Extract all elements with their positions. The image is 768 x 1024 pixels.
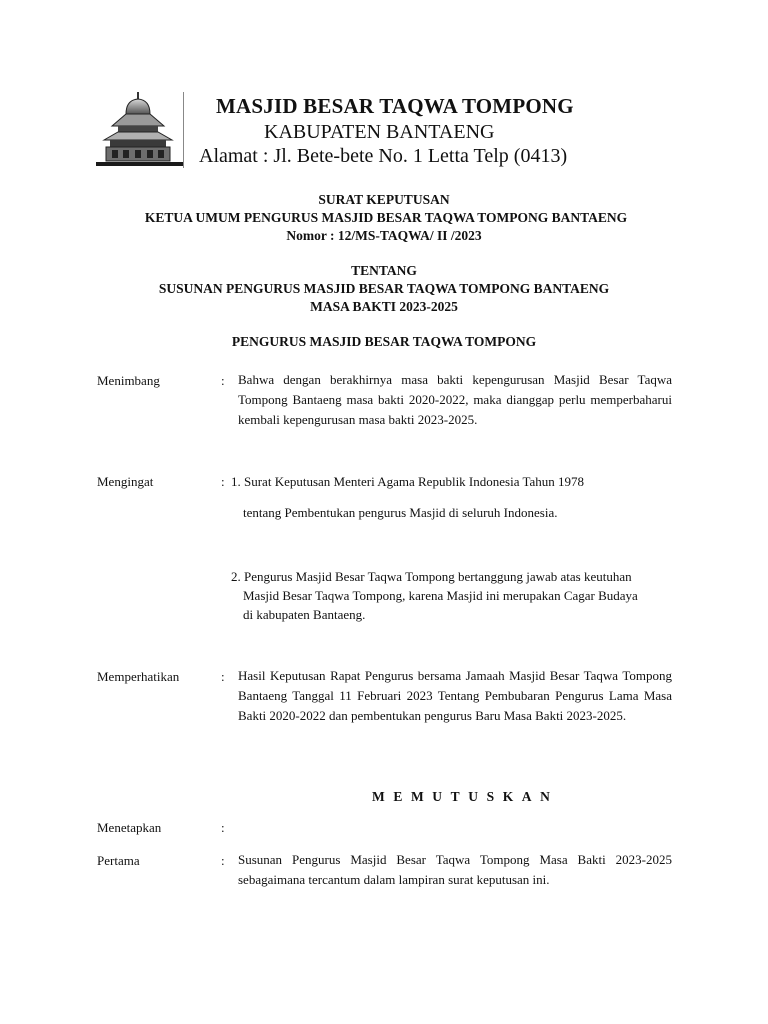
org-address: Alamat : Jl. Bete-bete No. 1 Letta Telp (0413) bbox=[199, 145, 568, 167]
pertama-label: Pertama bbox=[97, 853, 140, 868]
menimbang-label: Menimbang bbox=[97, 373, 160, 388]
mengingat-item2-line3: di kabupaten Bantaeng. bbox=[243, 607, 366, 622]
body-heading: PENGURUS MASJID BESAR TAQWA TOMPONG bbox=[231, 334, 537, 349]
about-heading: TENTANG bbox=[351, 263, 417, 278]
memperhatikan-label: Memperhatikan bbox=[97, 669, 180, 684]
decree-type: SURAT KEPUTUSAN bbox=[318, 192, 450, 207]
letterhead-divider bbox=[183, 92, 184, 168]
mengingat-item2-line1: 2. Pengurus Masjid Besar Taqwa Tompong bertanggung jawab atas keutuhan bbox=[231, 569, 632, 584]
memperhatikan-text: Hasil Keputusan Rapat Pengurus bersama Jamaah Masjid Besar Taqwa Tompong Bantaeng Tanggal 11 Februari 2023 Tentang Pembubaran Pengurus Lama Masa Bakti 2020-2022 dan pembentukan pengurus Baru Masa Bakti 2023-2025. bbox=[238, 668, 672, 723]
pertama-text: Susunan Pengurus Masjid Besar Taqwa Tompong Masa Bakti 2023-2025 sebagaimana tercantum dalam lampiran surat keputusan ini. bbox=[238, 852, 672, 887]
decree-subject: SUSUNAN PENGURUS MASJID BESAR TAQWA TOMPONG BANTAENG bbox=[158, 281, 610, 296]
menetapkan-colon: : bbox=[221, 820, 225, 835]
pertama-colon: : bbox=[221, 853, 225, 868]
decree-number: Nomor : 12/MS-TAQWA/ II /2023 bbox=[286, 228, 482, 243]
decree-period: MASA BAKTI 2023-2025 bbox=[310, 299, 458, 314]
menimbang-text: Bahwa dengan berakhirnya masa bakti kepengurusan Masjid Besar Taqwa Tompong Bantaeng masa bakti 2020-2022, maka dianggap perlu memperbaharui kembali kepengurusan masa bakti 2023-2025. bbox=[238, 372, 672, 427]
memperhatikan-colon: : bbox=[221, 669, 225, 684]
mengingat-item2-line2: Masjid Besar Taqwa Tompong, karena Masjid ini merupakan Cagar Budaya bbox=[243, 588, 638, 603]
menimbang-colon: : bbox=[221, 373, 225, 388]
menetapkan-label: Menetapkan bbox=[97, 820, 162, 835]
mengingat-item1-line2: tentang Pembentukan pengurus Masjid di seluruh Indonesia. bbox=[243, 505, 558, 520]
org-name: MASJID BESAR TAQWA TOMPONG bbox=[216, 94, 574, 118]
mengingat-label: Mengingat bbox=[97, 474, 154, 489]
org-region: KABUPATEN BANTAENG bbox=[264, 121, 495, 143]
decree-issuer: KETUA UMUM PENGURUS MASJID BESAR TAQWA TOMPONG BANTAENG bbox=[144, 210, 628, 225]
memutuskan-heading: MEMUTUSKAN bbox=[372, 789, 559, 804]
mosque-dome-icon bbox=[96, 92, 184, 170]
mengingat-colon: : bbox=[221, 474, 225, 489]
mengingat-item1-line1: 1. Surat Keputusan Menteri Agama Republik Indonesia Tahun 1978 bbox=[231, 474, 585, 489]
